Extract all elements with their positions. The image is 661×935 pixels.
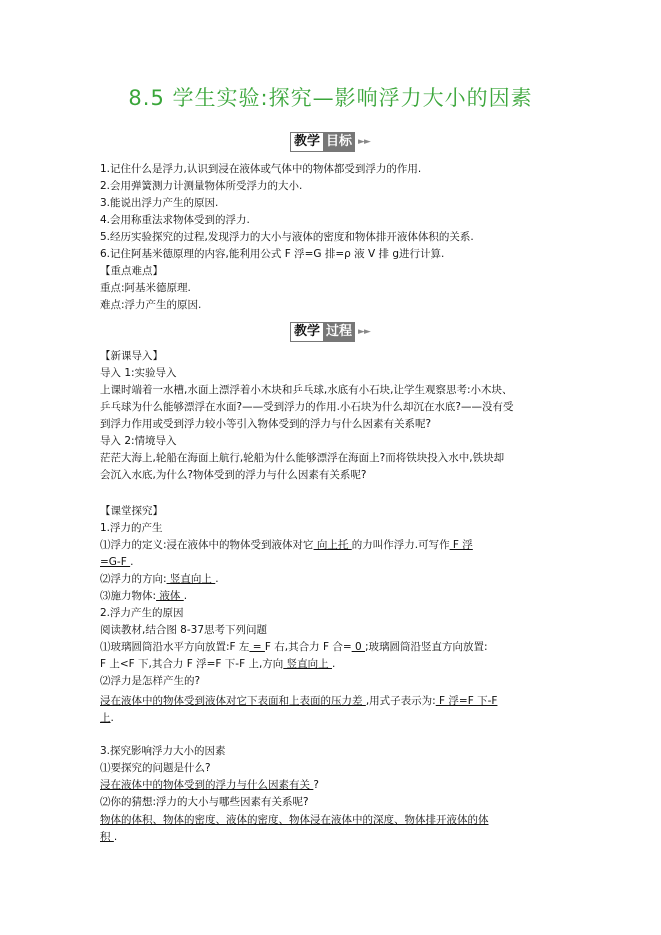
explore-heading: 【课堂探究】 (100, 505, 163, 517)
text: . (130, 556, 134, 568)
intro-lead1-title: 导入 1:实验导入 (100, 367, 177, 379)
answer-blank: F 浮=F 下-F (435, 695, 498, 707)
teaching-goals-banner (290, 132, 370, 152)
answer-blank: =G-F (100, 556, 131, 568)
key-points-heading: 【重点难点】 (100, 265, 163, 277)
text: ? (313, 779, 319, 791)
page-title: 8.5 学生实验:探究—影响浮力大小的因素 (128, 86, 533, 110)
section-2-q2: ⑵浮力是怎样产生的? (100, 675, 201, 687)
section-3-q2-answer (100, 813, 489, 828)
key-point-difficulty: 难点:浮力产生的原因. (100, 299, 202, 311)
answer-blank: 浸在液体中的物体受到的浮力与什么因素有关 (100, 779, 314, 791)
goal-item: 5.经历实验探究的过程,发现浮力的大小与液体的密度和物体排开液体体积的关系. (100, 231, 474, 243)
section-2-reading: 阅读教材,结合图 8-37思考下列问题 (100, 624, 268, 636)
section-3-q2: ⑵你的猜想:浮力的大小与哪些因素有关系呢? (100, 796, 309, 808)
text: 的力叫作浮力.可写作 (351, 539, 450, 551)
answer-blank: 竖直向上 (283, 658, 332, 670)
buoyancy-source (100, 589, 187, 604)
intro-lead1-text: 到浮力作用或受到浮力较小等引入物体受到的浮力与什么因素有关系呢? (100, 418, 432, 430)
banner-label-left: 教学 (290, 132, 323, 152)
answer-blank: 上 (100, 712, 111, 724)
buoyancy-definition (100, 538, 473, 553)
intro-lead1-text: 上课时端着一水槽,水面上漂浮着小木块和乒乓球,水底有小石块,让学生观察思考:小木块、 (100, 384, 513, 396)
intro-lead2-text: 茫茫大海上,轮船在海面上航行,轮船为什么能够漂浮在海面上?而将铁块投入水中,铁块却 (100, 452, 505, 464)
section-3-q1: ⑴要探究的问题是什么? (100, 762, 211, 774)
banner-label-right: 过程 (323, 322, 355, 342)
text: ⑴玻璃圆筒沿水平方向放置:F 左 (100, 641, 250, 653)
buoyancy-direction (100, 572, 219, 587)
answer-blank: 0 (351, 641, 365, 653)
section-2-q2-answer-cont (100, 711, 114, 726)
text: . (215, 573, 219, 585)
banner-arrows-icon: ►► (358, 137, 370, 147)
intro-lead1-text: 乒乓球为什么能够漂浮在水面?——受到浮力的作用.小石块为什么却沉在水底?——没有受 (100, 401, 514, 413)
text: . (110, 712, 114, 724)
text: . (113, 831, 118, 843)
banner-label-left: 教学 (290, 322, 323, 342)
key-point-focus: 重点:阿基米德原理. (100, 282, 191, 294)
text: F 右,其合力 F 合= (264, 641, 352, 653)
intro-heading: 【新课导入】 (100, 350, 163, 362)
text: ;玻璃圆筒沿竖直方向放置: (365, 641, 488, 653)
answer-blank: = (249, 641, 265, 653)
section-2-q1 (100, 640, 488, 655)
answer-blank: 向上托 (313, 539, 352, 551)
section-3-q1-answer (100, 778, 319, 793)
section-3-title: 3.探究影响浮力大小的因素 (100, 745, 226, 757)
goal-item: 3.能说出浮力产生的原因. (100, 197, 219, 209)
answer-blank: 物体的体积、物体的密度、液体的密度、物体浸在液体中的深度、物体排开液体的体 (100, 814, 489, 826)
answer-blank: 浸在液体中的物体受到液体对它下表面和上表面的压力差 (100, 695, 366, 707)
section-3-q2-answer-cont (100, 830, 117, 845)
goal-item: 4.会用称重法求物体受到的浮力. (100, 214, 250, 226)
answer-blank: 液体 (156, 590, 184, 602)
intro-lead2-text: 会沉入水底,为什么?物体受到的浮力与什么因素有关系呢? (100, 469, 367, 481)
answer-blank: F 浮 (449, 539, 473, 551)
banner-arrows-icon: ►► (358, 327, 370, 337)
banner-label-right: 目标 (323, 132, 355, 152)
answer-blank: 竖直向上 (166, 573, 216, 585)
buoyancy-definition-cont (100, 555, 133, 570)
text: ,用式子表示为: (365, 695, 436, 707)
teaching-process-banner (290, 322, 370, 342)
text: ⑵浮力的方向: (100, 573, 167, 585)
goal-item: 1.记住什么是浮力,认识到浸在液体或气体中的物体都受到浮力的作用. (100, 163, 422, 175)
section-1-title: 1.浮力的产生 (100, 522, 163, 534)
goal-item: 2.会用弹簧测力计测量物体所受浮力的大小. (100, 180, 303, 192)
text: . (183, 590, 188, 602)
text: . (331, 658, 336, 670)
text: ⑴浮力的定义:浸在液体中的物体受到液体对它 (100, 539, 314, 551)
text: ⑶施力物体: (100, 590, 157, 602)
text: F 上<F 下,其合力 F 浮=F 下-F 上,方向 (100, 658, 284, 670)
section-2-q2-answer (100, 694, 497, 709)
intro-lead2-title: 导入 2:情境导入 (100, 435, 177, 447)
section-2-q1-cont (100, 657, 335, 672)
answer-blank: 积 (100, 831, 114, 843)
section-2-title: 2.浮力产生的原因 (100, 607, 184, 619)
goal-item: 6.记住阿基米德原理的内容,能利用公式 F 浮=G 排=ρ 液 V 排 g进行计算. (100, 248, 445, 260)
